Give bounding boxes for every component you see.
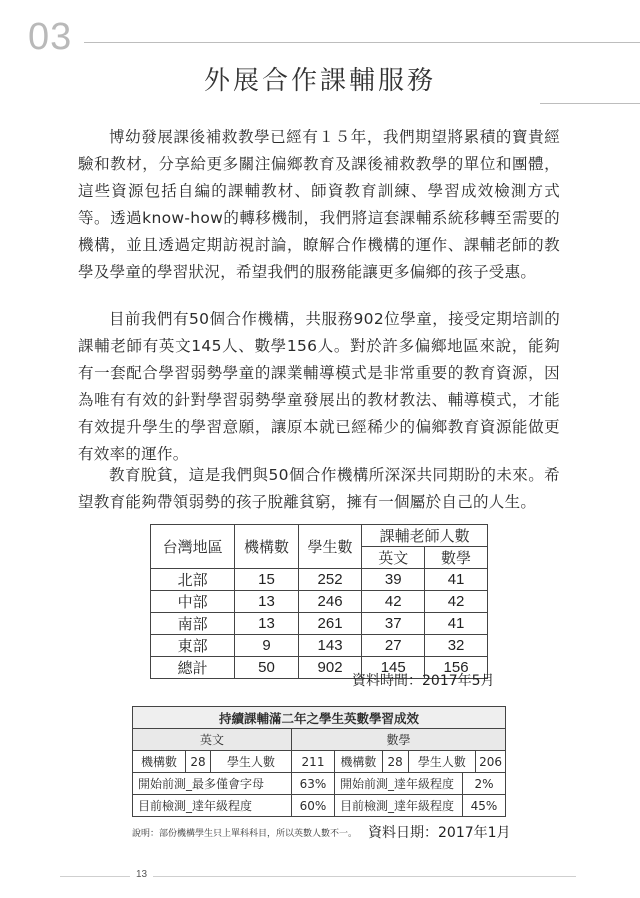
cell-institutions: 13 bbox=[235, 613, 299, 635]
cell-students: 252 bbox=[298, 569, 362, 591]
math-section-label: 數學 bbox=[292, 729, 506, 751]
cell-english: 145 bbox=[362, 657, 425, 679]
header-english: 英文 bbox=[362, 547, 425, 569]
english-inst-value: 28 bbox=[186, 751, 211, 773]
table-row bbox=[133, 795, 506, 817]
english-post-label: 目前檢測_達年級程度 bbox=[133, 795, 292, 817]
english-pre-label: 開始前測_最多僅會字母 bbox=[133, 773, 292, 795]
cell-region: 中部 bbox=[151, 591, 235, 613]
math-inst-label: 機構數 bbox=[335, 751, 382, 772]
table-row bbox=[151, 613, 488, 635]
english-pre-value: 63% bbox=[292, 773, 335, 795]
math-stu-label: 學生人數 bbox=[408, 751, 475, 772]
math-post-value: 45% bbox=[462, 795, 505, 817]
table-row bbox=[151, 569, 488, 591]
english-post-value: 60% bbox=[292, 795, 335, 817]
cell-students: 261 bbox=[298, 613, 362, 635]
cell-math: 32 bbox=[425, 635, 488, 657]
table-row bbox=[151, 635, 488, 657]
table-row bbox=[133, 773, 506, 795]
cell-english: 27 bbox=[362, 635, 425, 657]
cell-english: 39 bbox=[362, 569, 425, 591]
page-number: 13 bbox=[130, 869, 153, 880]
header-divider bbox=[84, 42, 640, 43]
table-row bbox=[133, 751, 506, 773]
english-inst-label: 機構數 bbox=[133, 751, 186, 773]
cell-institutions: 9 bbox=[235, 635, 299, 657]
cell-students: 246 bbox=[298, 591, 362, 613]
cell-students: 902 bbox=[298, 657, 362, 679]
math-inst-value: 28 bbox=[382, 751, 408, 772]
cell-math: 41 bbox=[425, 613, 488, 635]
math-counts-row bbox=[335, 751, 505, 772]
paragraph-vision: 教育脫貧，這是我們與50個合作機構所深深共同期盼的未來。希望教育能夠帶領弱勢的孩子脫離貧窮，擁有一個屬於自己的人生。 bbox=[78, 466, 560, 511]
page-title: 外展合作課輔服務 bbox=[203, 66, 436, 96]
cell-institutions: 13 bbox=[235, 591, 299, 613]
cell-institutions: 50 bbox=[235, 657, 299, 679]
cell-region: 南部 bbox=[151, 613, 235, 635]
english-stu-label: 學生人數 bbox=[211, 751, 292, 773]
header-math: 數學 bbox=[425, 547, 488, 569]
header-teachers: 課輔老師人數 bbox=[362, 525, 488, 547]
math-counts-cell bbox=[335, 751, 506, 773]
math-stu-value: 206 bbox=[479, 754, 502, 769]
math-pre-value: 2% bbox=[462, 773, 505, 795]
paragraph-intro: 博幼發展課後補救教學已經有１５年，我們期望將累積的寶貴經驗和教材，分享給更多關注偏鄉教育及課後補救教學的單位和團體，這些資源包括自編的課輔教材、師資教育訓練、學習成效檢測方式等。透過know-how的轉移機制，我們將這套課輔系統移轉至需要的機構，並且透過定期訪視討論，瞭解合作機構的運作、課輔老師的教學及學童的學習狀況，希望我們的服務能讓更多偏鄉的孩子受惠。 bbox=[78, 128, 560, 281]
cell-math: 156 bbox=[425, 657, 488, 679]
table2-source-date: 資料日期：2017年1月 bbox=[368, 825, 511, 841]
table2-note: 說明：部份機構學生只上單科科目，所以英數人數不一。 bbox=[132, 829, 358, 839]
table1-source-date: 資料時間：2017年5月 bbox=[352, 673, 495, 689]
learning-outcomes-table bbox=[132, 706, 506, 817]
partner-stats-table bbox=[150, 524, 488, 679]
english-stu-value: 211 bbox=[292, 751, 335, 773]
table2-title: 持續課輔滿二年之學生英數學習成效 bbox=[133, 707, 506, 729]
chapter-number: 03 bbox=[28, 16, 73, 58]
cell-math: 41 bbox=[425, 569, 488, 591]
header-students: 學生數 bbox=[298, 525, 362, 569]
cell-english: 42 bbox=[362, 591, 425, 613]
math-post-label: 目前檢測_達年級程度 bbox=[335, 795, 463, 817]
title-divider bbox=[540, 103, 640, 104]
cell-region: 東部 bbox=[151, 635, 235, 657]
cell-institutions: 15 bbox=[235, 569, 299, 591]
header-institutions: 機構數 bbox=[235, 525, 299, 569]
english-section-label: 英文 bbox=[133, 729, 292, 751]
cell-students: 143 bbox=[298, 635, 362, 657]
cell-math: 42 bbox=[425, 591, 488, 613]
cell-english: 37 bbox=[362, 613, 425, 635]
cell-region: 北部 bbox=[151, 569, 235, 591]
paragraph-partners: 目前我們有50個合作機構，共服務902位學童，接受定期培訓的課輔老師有英文145人、數學156人。對於許多偏鄉地區來說，能夠有一套配合學習弱勢學童的課業輔導模式是非常重要的教育資源，因為唯有有效的針對學習弱勢學童發展出的教材教法、輔導模式，才能有效提升學生的學習意願，讓原本就已經稀少的偏鄉教育資源能做更有效率的運作。 bbox=[78, 310, 560, 463]
table-row bbox=[151, 591, 488, 613]
header-region: 台灣地區 bbox=[151, 525, 235, 569]
math-pre-label: 開始前測_達年級程度 bbox=[335, 773, 463, 795]
cell-region: 總計 bbox=[151, 657, 235, 679]
